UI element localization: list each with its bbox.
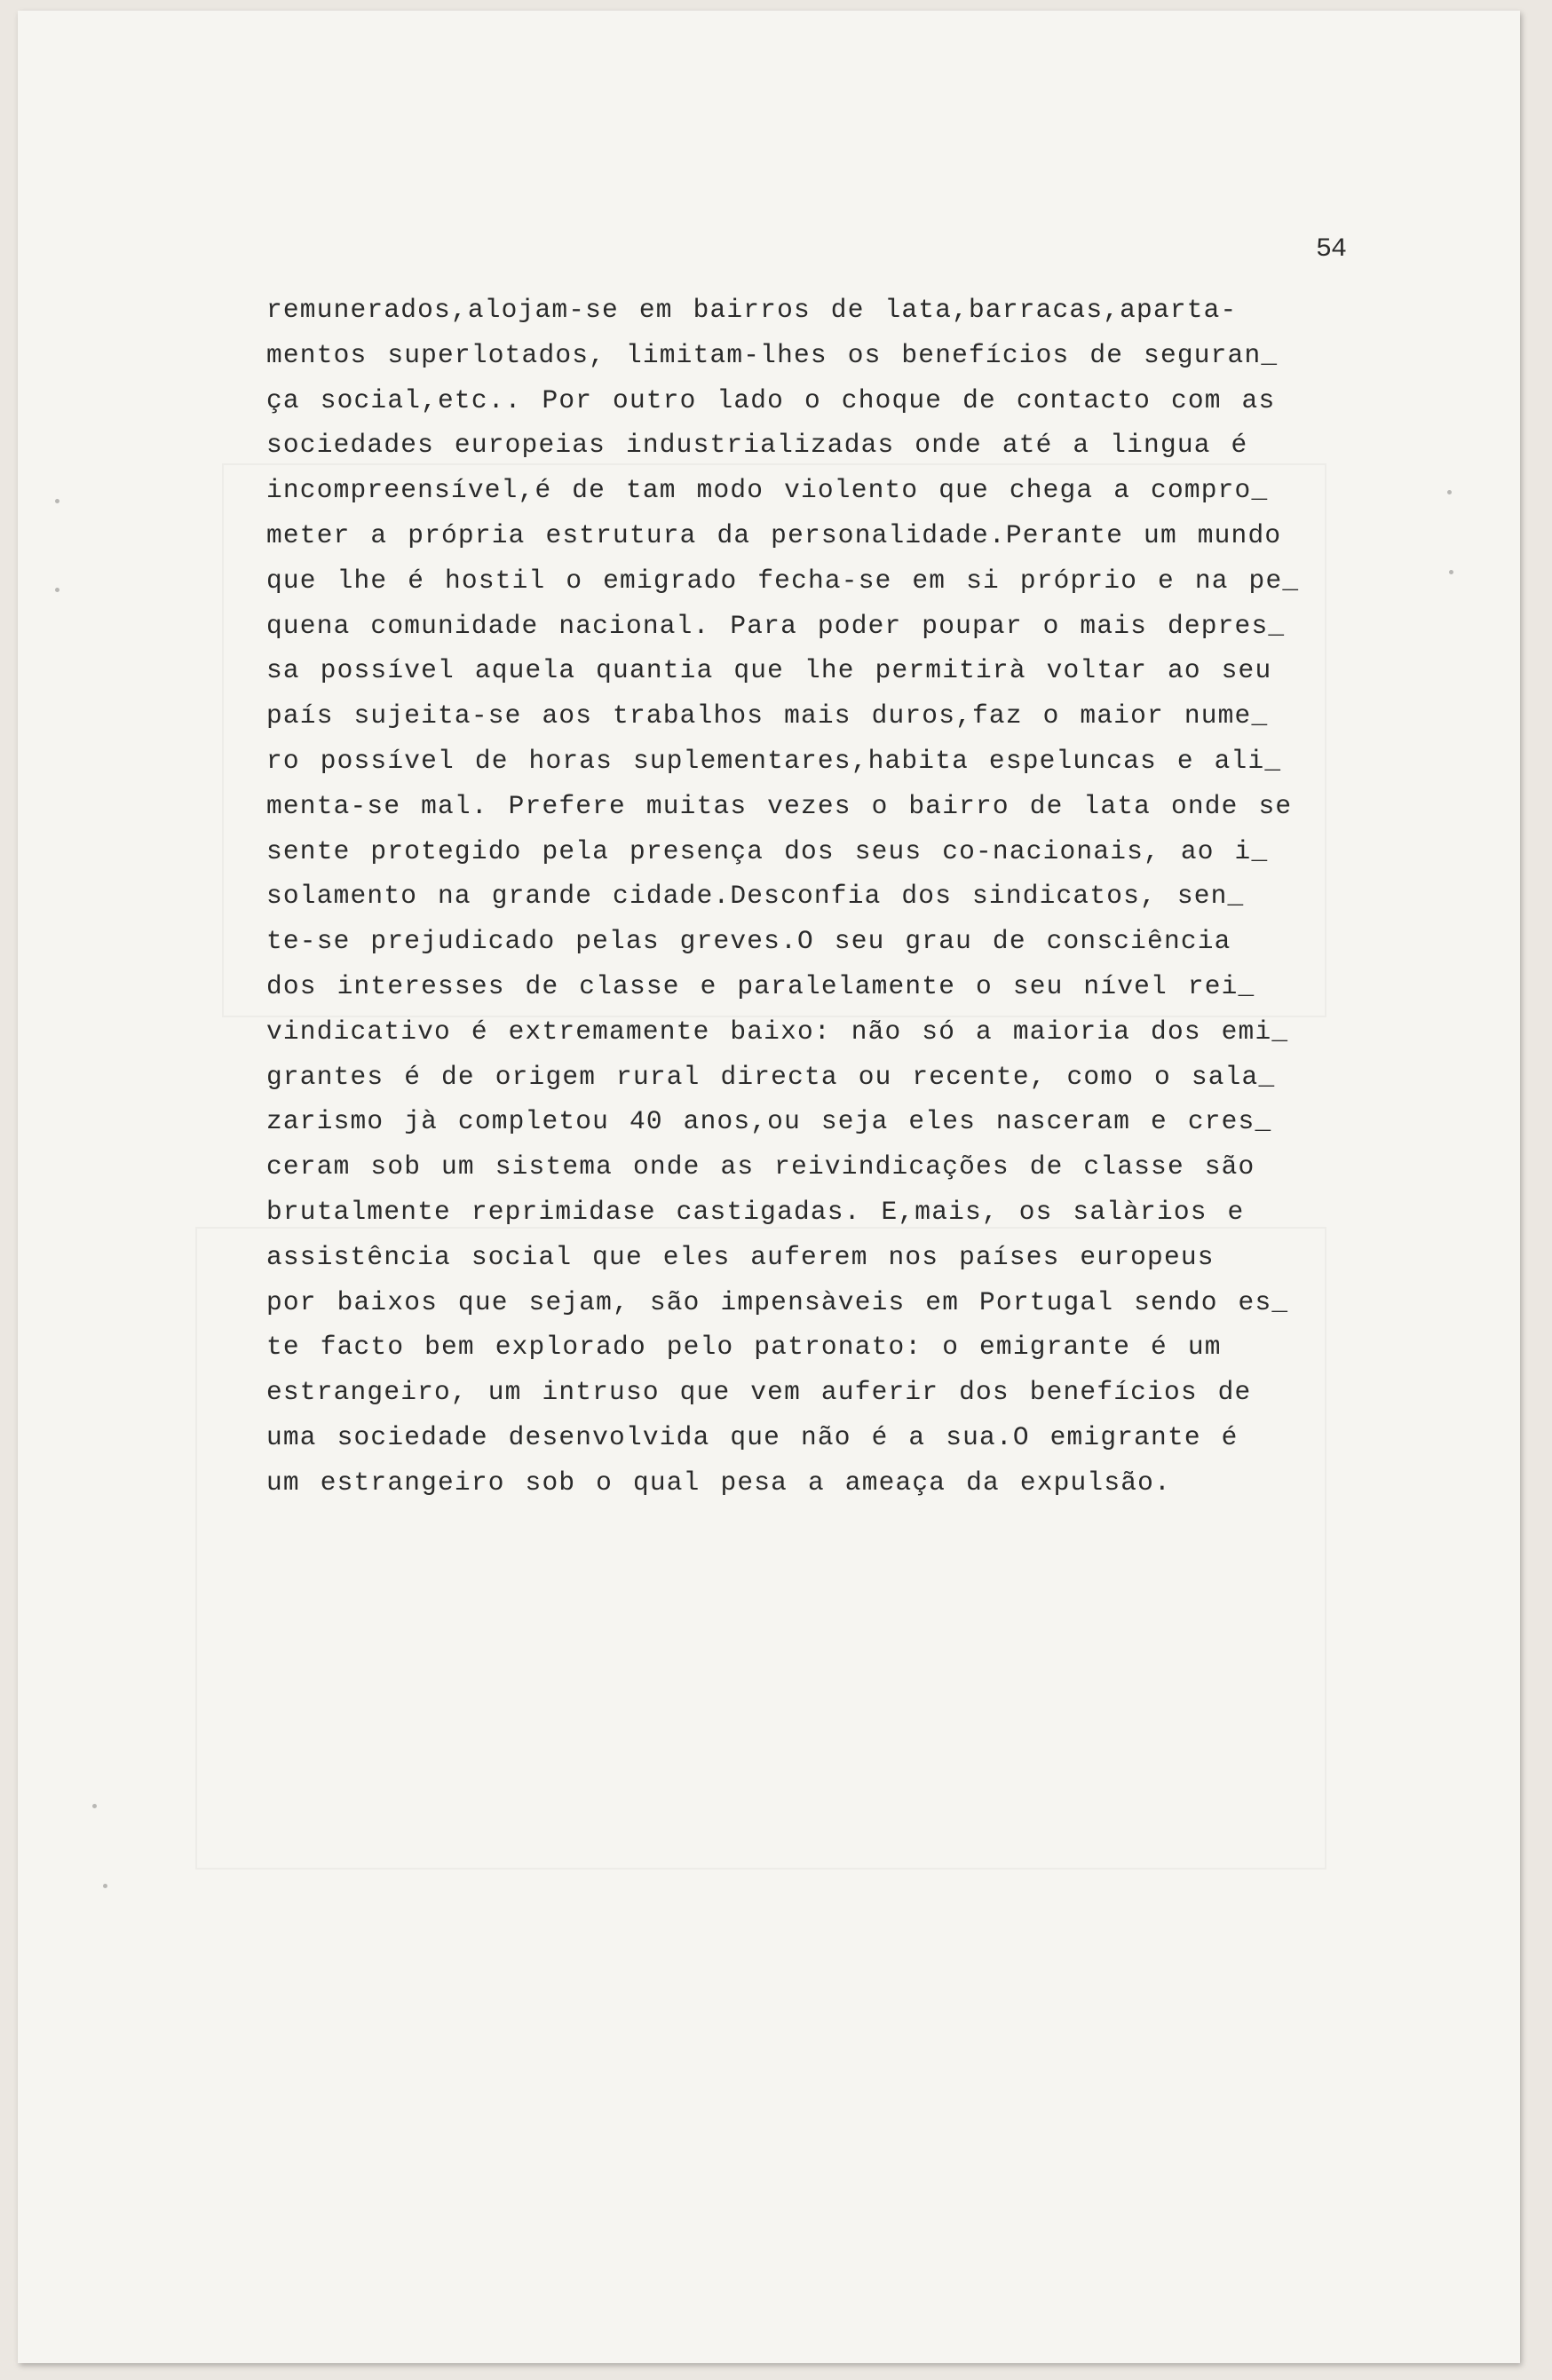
margin-mark xyxy=(1449,570,1453,574)
text-line: incompreensível,é de tam modo violento que chega a compro_ xyxy=(266,475,1269,506)
text-line: te-se prejudicado pelas greves.O seu grau de consciência xyxy=(266,926,1231,957)
text-line: quena comunidade nacional. Para poder poupar o mais depres_ xyxy=(266,610,1286,641)
text-line: remunerados,alojam-se em bairros de lata,barracas,aparta- xyxy=(266,295,1238,325)
text-line: por baixos que sejam, são impensàveis em Portugal sendo es_ xyxy=(266,1286,1289,1317)
margin-mark xyxy=(92,1804,97,1808)
text-line: estrangeiro, um intruso que vem auferir dos benefícios de xyxy=(266,1377,1252,1408)
text-line: dos interesses de classe e paralelamente o seu nível rei_ xyxy=(266,970,1255,1001)
margin-mark xyxy=(55,588,59,592)
text-line: que lhe é hostil o emigrado fecha-se em si próprio e na pe_ xyxy=(266,565,1300,596)
margin-mark xyxy=(1447,490,1452,494)
text-line: ça social,etc.. Por outro lado o choque de contacto com as xyxy=(266,384,1276,415)
text-line: um estrangeiro sob o qual pesa a ameaça da expulsão. xyxy=(266,1467,1171,1498)
page-number: 54 xyxy=(1316,234,1347,265)
text-line: solamento na grande cidade.Desconfia dos sindicatos, sen_ xyxy=(266,881,1245,912)
text-line: sociedades europeias industrializadas onde até a lingua é xyxy=(266,430,1248,461)
margin-mark xyxy=(55,499,59,503)
text-line: vindicativo é extremamente baixo: não só a maioria dos emi_ xyxy=(266,1016,1289,1047)
text-line: ceram sob um sistema onde as reivindicações de classe são xyxy=(266,1151,1255,1182)
text-line: sente protegido pela presença dos seus co-nacionais, ao i_ xyxy=(266,835,1269,866)
body-text xyxy=(266,288,1376,1506)
text-line: zarismo jà completou 40 anos,ou seja eles nasceram e cres_ xyxy=(266,1106,1272,1137)
text-line: país sujeita-se aos trabalhos mais duros,faz o maior nume_ xyxy=(266,700,1269,731)
document-page xyxy=(18,11,1520,2363)
text-line: mentos superlotados, limitam-lhes os benefícios de seguran_ xyxy=(266,339,1279,370)
text-line: assistência social que eles auferem nos países europeus xyxy=(266,1241,1215,1272)
text-line: uma sociedade desenvolvida que não é a sua.O emigrante é xyxy=(266,1421,1239,1452)
text-line: brutalmente reprimidase castigadas. E,mais, os salàrios e xyxy=(266,1196,1245,1227)
text-line: meter a própria estrutura da personalidade.Perante um mundo xyxy=(266,519,1282,550)
text-line: te facto bem explorado pelo patronato: o emigrante é um xyxy=(266,1332,1222,1363)
text-line: grantes é de origem rural directa ou recente, como o sala_ xyxy=(266,1061,1276,1092)
text-line: sa possível aquela quantia que lhe permitirà voltar ao seu xyxy=(266,655,1272,686)
text-line: menta-se mal. Prefere muitas vezes o bairro de lata onde se xyxy=(266,790,1293,821)
text-line: ro possível de horas suplementares,habita espeluncas e ali_ xyxy=(266,745,1282,776)
margin-mark xyxy=(103,1884,107,1888)
